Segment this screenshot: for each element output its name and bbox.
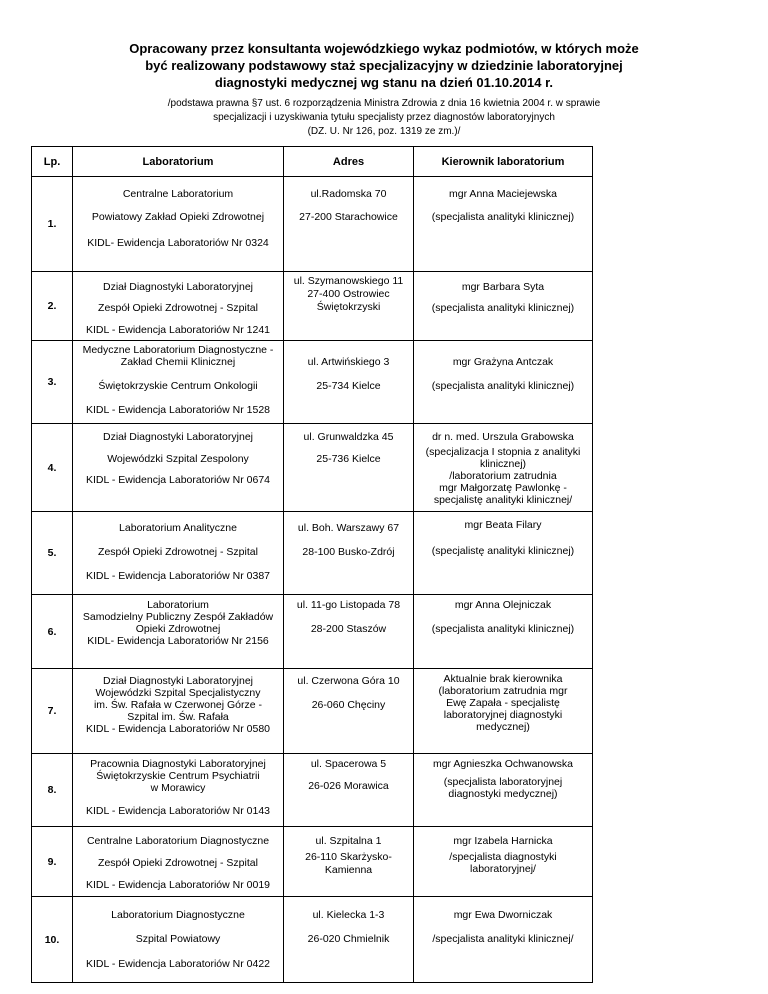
address-line: 27-200 Starachowice xyxy=(299,211,398,223)
manager-cell xyxy=(414,897,593,983)
row-number-cell: 6. xyxy=(32,595,73,669)
manager-line: (specjalista analityki klinicznej) xyxy=(431,623,575,635)
address-cell xyxy=(284,512,414,595)
address-cell xyxy=(284,272,414,341)
table-row xyxy=(32,272,593,341)
manager-line: mgr Barbara Syta xyxy=(461,281,545,293)
laboratory-line: KIDL - Ewidencja Laboratoriów Nr 0143 xyxy=(85,805,271,817)
laboratory-cell xyxy=(73,827,284,897)
row-number-cell: 5. xyxy=(32,512,73,595)
address-cell xyxy=(284,341,414,424)
laboratory-line: KIDL - Ewidencja Laboratoriów Nr 0674 xyxy=(85,474,271,486)
laboratory-line: Dział Diagnostyki Laboratoryjnej xyxy=(103,675,253,687)
manager-cell xyxy=(414,512,593,595)
manager-line: mgr Małgorzatę Pawlonkę - xyxy=(439,482,567,494)
laboratory-cell xyxy=(73,341,284,424)
row-number-cell: 3. xyxy=(32,341,73,424)
address-cell xyxy=(284,897,414,983)
row-number-cell: 8. xyxy=(32,754,73,827)
row-number-cell: 1. xyxy=(32,177,73,272)
laboratory-cell xyxy=(73,669,284,754)
laboratory-line: KIDL - Ewidencja Laboratoriów Nr 0580 xyxy=(85,723,271,735)
laboratory-line: Świętokrzyskie Centrum Onkologii xyxy=(98,380,258,392)
laboratory-line: Szpital Powiatowy xyxy=(135,933,221,945)
document-title xyxy=(30,40,738,91)
manager-text-block xyxy=(414,851,592,875)
address-line: ul. Spacerowa 5 xyxy=(310,758,387,770)
address-line: ul. Boh. Warszawy 67 xyxy=(297,522,400,534)
laboratory-line: KIDL - Ewidencja Laboratoriów Nr 0387 xyxy=(85,570,271,582)
column-header-lp: Lp. xyxy=(32,147,73,177)
address-line: 26-026 Morawica xyxy=(308,780,389,792)
manager-line: laboratoryjnej diagnostyki xyxy=(443,709,563,721)
column-header-kierownik: Kierownik laboratorium xyxy=(414,147,593,177)
manager-line: (specjalista analityki klinicznej) xyxy=(431,380,575,392)
laboratory-line: KIDL - Ewidencja Laboratoriów Nr 1241 xyxy=(85,324,271,336)
manager-line: (specjalistę analityki klinicznej) xyxy=(431,545,575,557)
address-line: 25-734 Kielce xyxy=(316,380,381,392)
manager-line: /laboratorium zatrudnia xyxy=(449,470,557,482)
manager-line: medycznej) xyxy=(476,721,530,733)
manager-cell xyxy=(414,424,593,512)
laboratory-line: Laboratorium xyxy=(147,599,209,611)
manager-line: (specjalista analityki klinicznej) xyxy=(431,211,575,223)
laboratory-cell xyxy=(73,897,284,983)
address-line: ul. Artwińskiego 3 xyxy=(307,356,390,368)
manager-line: mgr Agnieszka Ochwanowska xyxy=(432,758,574,770)
manager-line: Ewę Zapała - specjalistę xyxy=(446,697,560,709)
table-row xyxy=(32,669,593,754)
manager-line: /specjalista diagnostyki xyxy=(449,851,557,863)
row-number-cell: 2. xyxy=(32,272,73,341)
manager-line: mgr Grażyna Antczak xyxy=(452,356,554,368)
manager-cell xyxy=(414,177,593,272)
row-number-cell: 7. xyxy=(32,669,73,754)
address-line: ul. 11-go Listopada 78 xyxy=(296,599,401,611)
title-line: diagnostyki medycznej wg stanu na dzień 01.10.2014 r. xyxy=(214,75,554,90)
laboratory-line: w Morawicy xyxy=(150,782,206,794)
column-header-laboratorium: Laboratorium xyxy=(73,147,284,177)
laboratory-line: Dział Diagnostyki Laboratoryjnej xyxy=(103,431,253,443)
manager-line: mgr Anna Olejniczak xyxy=(454,599,552,611)
manager-cell xyxy=(414,272,593,341)
manager-line: klinicznej) xyxy=(479,458,527,470)
laboratory-cell xyxy=(73,177,284,272)
manager-line: (specjalista analityki klinicznej) xyxy=(431,302,575,314)
laboratory-line: Laboratorium Diagnostyczne xyxy=(111,909,245,921)
address-line: 27-400 Ostrowiec xyxy=(307,288,390,300)
laboratory-line: Opieki Zdrowotnej xyxy=(135,623,221,635)
address-line: 28-100 Busko-Zdrój xyxy=(302,546,395,558)
manager-text-block xyxy=(414,673,592,733)
manager-line: dr n. med. Urszula Grabowska xyxy=(432,431,574,443)
address-cell xyxy=(284,754,414,827)
manager-line: mgr Anna Maciejewska xyxy=(449,188,557,200)
table-row xyxy=(32,754,593,827)
laboratory-line: Centralne Laboratorium Diagnostyczne xyxy=(86,835,270,847)
table-row xyxy=(32,177,593,272)
laboratory-line: Szpital im. Św. Rafała xyxy=(127,711,229,723)
address-line: ul. Czerwona Góra 10 xyxy=(297,675,400,687)
row-number-cell: 9. xyxy=(32,827,73,897)
manager-line: mgr Izabela Harnicka xyxy=(453,835,553,847)
laboratory-line: Wojewódzki Szpital Zespolony xyxy=(107,453,249,465)
laboratory-line: KIDL- Ewidencja Laboratoriów Nr 0324 xyxy=(87,237,269,249)
laboratory-line: Centralne Laboratorium xyxy=(122,188,234,200)
manager-cell xyxy=(414,341,593,424)
manager-line: mgr Beata Filary xyxy=(464,519,542,531)
manager-cell xyxy=(414,754,593,827)
laboratory-line: KIDL - Ewidencja Laboratoriów Nr 1528 xyxy=(85,404,271,416)
address-line: ul. Grunwaldzka 45 xyxy=(303,431,394,443)
laboratory-line: KIDL - Ewidencja Laboratoriów Nr 0422 xyxy=(85,958,271,970)
title-line: być realizowany podstawowy staż specjalizacyjny w dziedzinie laboratoryjnej xyxy=(145,58,623,73)
manager-cell xyxy=(414,669,593,754)
address-line: Świętokrzyski xyxy=(316,301,381,313)
manager-line: (laboratorium zatrudnia mgr xyxy=(438,685,568,697)
address-line: 28-200 Staszów xyxy=(310,623,387,635)
table-row xyxy=(32,424,593,512)
manager-cell xyxy=(414,595,593,669)
subtitle-line: /podstawa prawna §7 ust. 6 rozporządzenia Ministra Zdrowia z dnia 16 kwietnia 2004 r. w sprawie xyxy=(167,98,601,109)
address-line: ul. Kielecka 1-3 xyxy=(312,909,385,921)
address-line: 26-110 Skarżysko- xyxy=(305,851,392,863)
manager-line: mgr Ewa Dworniczak xyxy=(453,909,553,921)
table-row xyxy=(32,897,593,983)
address-cell xyxy=(284,669,414,754)
table-row xyxy=(32,512,593,595)
laboratory-text-block xyxy=(73,675,283,735)
manager-line: diagnostyki medycznej) xyxy=(448,788,558,800)
laboratory-line: Zespół Opieki Zdrowotnej - Szpital xyxy=(98,546,258,558)
row-number-cell: 4. xyxy=(32,424,73,512)
table-body xyxy=(32,177,593,983)
address-cell xyxy=(284,595,414,669)
laboratory-line: Samodzielny Publiczny Zespół Zakładów xyxy=(82,611,274,623)
laboratory-line: Dział Diagnostyki Laboratoryjnej xyxy=(103,281,253,293)
table-row xyxy=(32,341,593,424)
laboratory-cell xyxy=(73,512,284,595)
address-line: ul. Szymanowskiego 11 xyxy=(293,275,404,287)
address-line: ul.Radomska 70 xyxy=(310,188,387,200)
address-line: 26-060 Chęciny xyxy=(311,699,386,711)
laboratory-line: im. Św. Rafała w Czerwonej Górze - xyxy=(93,699,263,711)
manager-line: (specjalista laboratoryjnej xyxy=(443,776,563,788)
laboratory-line: Wojewódzki Szpital Specjalistyczny xyxy=(95,687,261,699)
address-cell xyxy=(284,177,414,272)
title-line: Opracowany przez konsultanta wojewódzkiego wykaz podmiotów, w których może xyxy=(129,41,639,56)
manager-text-block xyxy=(414,776,592,800)
table-row xyxy=(32,827,593,897)
table-header-row xyxy=(32,147,593,177)
laboratory-cell xyxy=(73,272,284,341)
legal-basis-note xyxy=(50,97,718,139)
laboratory-line: KIDL- Ewidencja Laboratoriów Nr 2156 xyxy=(87,635,269,647)
subtitle-line: specjalizacji i uzyskiwania tytułu specjalisty przez diagnostów laboratoryjnych xyxy=(213,112,555,123)
laboratory-cell xyxy=(73,595,284,669)
manager-line: Aktualnie brak kierownika xyxy=(443,673,563,685)
laboratory-line: Pracownia Diagnostyki Laboratoryjnej xyxy=(90,758,266,770)
manager-text-block xyxy=(414,446,592,506)
laboratory-line: Zespół Opieki Zdrowotnej - Szpital xyxy=(98,302,258,314)
laboratory-line: Zakład Chemii Klinicznej xyxy=(120,356,236,368)
laboratory-line: Świętokrzyskie Centrum Psychiatrii xyxy=(96,770,260,782)
manager-line: (specjalizacja I stopnia z analityki xyxy=(425,446,581,458)
address-line: 25-736 Kielce xyxy=(316,453,381,465)
laboratory-cell xyxy=(73,424,284,512)
address-cell xyxy=(284,827,414,897)
laboratory-line: Powiatowy Zakład Opieki Zdrowotnej xyxy=(91,211,265,223)
address-cell xyxy=(284,424,414,512)
address-line: ul. Szpitalna 1 xyxy=(315,835,382,847)
laboratory-cell xyxy=(73,754,284,827)
laboratory-line: Laboratorium Analityczne xyxy=(119,522,237,534)
manager-cell xyxy=(414,827,593,897)
address-line: 26-020 Chmielnik xyxy=(307,933,390,945)
subtitle-line: (DZ. U. Nr 126, poz. 1319 ze zm.)/ xyxy=(307,126,461,137)
laboratory-line: Zespół Opieki Zdrowotnej - Szpital xyxy=(98,857,258,869)
address-line: Kamienna xyxy=(324,864,373,876)
manager-line: laboratoryjnej/ xyxy=(470,863,536,875)
laboratories-table xyxy=(31,146,593,983)
manager-line: specjalistę analityki klinicznej/ xyxy=(433,494,573,506)
row-number-cell: 10. xyxy=(32,897,73,983)
laboratory-line: KIDL - Ewidencja Laboratoriów Nr 0019 xyxy=(85,879,271,891)
column-header-adres: Adres xyxy=(284,147,414,177)
manager-line: /specjalista analityki klinicznej/ xyxy=(432,933,574,945)
laboratory-line: Medyczne Laboratorium Diagnostyczne - xyxy=(82,344,274,356)
table-row xyxy=(32,595,593,669)
